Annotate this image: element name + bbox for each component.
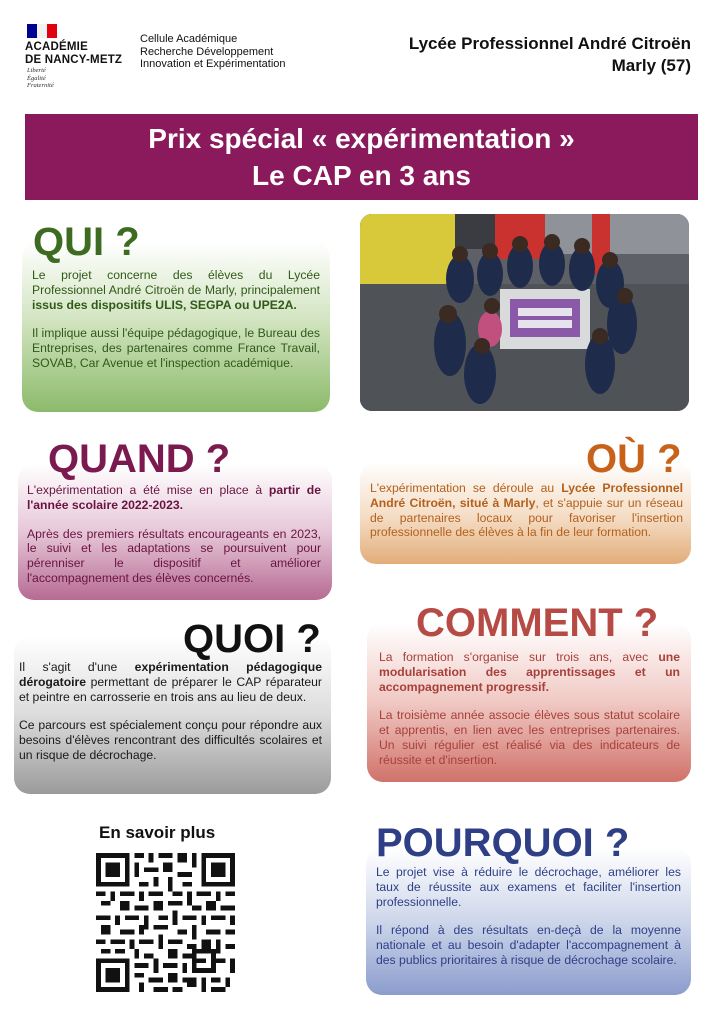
ou-text-p1: L'expérimentation se déroule au	[370, 481, 562, 495]
quoi-text-p1-end: permettant de préparer le CAP réparateur et peintre en carrosserie en trois ans au lieu de deux.	[19, 674, 322, 704]
school-name-line1: Lycée Professionnel André Citroën	[408, 34, 691, 53]
quand-text-p2: Après des premiers résultats encourageants en 2023, le suivi et les adaptations se poursuivent pour pérenniser le dispositif et améliorer l'accompagnement des élèves concernés.	[27, 526, 321, 585]
quoi-text-p1-bold: expérimentation pédagogique dérogatoire	[19, 660, 322, 689]
ou-heading: OÙ ?	[586, 437, 682, 481]
academy-name: ACADÉMIE DE NANCY-METZ	[25, 41, 123, 66]
cardie-cell-name: Cellule Académique Recherche Développement Innovation et Expérimentation	[140, 33, 286, 70]
banner-title-line1: Prix spécial « expérimentation »	[148, 123, 575, 154]
republic-motto: Liberté Égalité Fraternité	[27, 67, 54, 89]
quoi-text-p1: Il s'agit d'une	[19, 660, 135, 674]
pourquoi-text-p2: Il répond à des résultats en-deçà de la moyenne nationale et au besoin d'adapter l'accompagnement à des publics prioritaires à risque de décrochage scolaire.	[376, 923, 681, 967]
qui-heading: QUI ?	[33, 220, 140, 264]
quand-text	[27, 483, 321, 586]
quand-text-p1-bold: partir de l'année scolaire 2022-2023.	[27, 483, 322, 512]
quand-heading: QUAND ?	[48, 437, 231, 481]
pourquoi-heading: POURQUOI ?	[376, 821, 630, 865]
students-photo-illustration	[360, 214, 689, 411]
school-name-line2: Marly (57)	[611, 56, 691, 75]
banner-title-line2: Le CAP en 3 ans	[252, 160, 471, 191]
ou-text-p1-end: , et s'appuie sur un réseau de partenaires locaux pour favoriser l'insertion professionnelle des élèves à la fin de leur formation.	[370, 495, 683, 540]
qui-text-p2: Il implique aussi l'équipe pédagogique, le Bureau des Entreprises, des partenaires comme France Travail, SOVAB, Car Avenue et l'inspection académique.	[32, 326, 320, 370]
comment-text-p1-bold: une modularisation des apprentissages et un accompagnement progressif.	[379, 650, 680, 694]
quoi-text-p2: Ce parcours est spécialement conçu pour répondre aux besoins d'élèves rencontrant des difficultés scolaires et un risque de décrochage.	[19, 718, 322, 762]
title-banner	[25, 114, 698, 200]
quand-text-p1: L'expérimentation a été mise en place à	[27, 483, 269, 497]
qr-code[interactable]	[96, 853, 235, 992]
qui-text-p1-bold: issus des dispositifs ULIS, SEGPA ou UPE2A.	[32, 297, 297, 312]
quoi-heading: QUOI ?	[183, 617, 321, 661]
comment-text-p1: La formation s'organise sur trois ans, avec	[379, 650, 659, 664]
comment-heading: COMMENT ?	[416, 601, 659, 645]
quoi-text	[19, 660, 322, 763]
qui-text-p1: Le projet concerne des élèves du Lycée Professionnel André Citroën de Marly, principalement	[32, 268, 320, 297]
school-name	[409, 33, 691, 77]
pourquoi-text	[376, 865, 681, 968]
qui-text	[32, 268, 320, 371]
ou-text-p1-bold: Lycée Professionnel André Citroën, situé à Marly	[370, 481, 683, 510]
republique-flag-logo	[27, 24, 57, 38]
ou-text	[370, 481, 683, 540]
qr-code-image	[96, 853, 235, 992]
comment-text	[379, 650, 680, 768]
students-photo	[360, 214, 689, 411]
more-info-label: En savoir plus	[99, 823, 216, 842]
pourquoi-text-p1: Le projet vise à réduire le décrochage, améliorer les taux de réussite aux examens et faciliter l'insertion professionnelle.	[376, 865, 681, 909]
comment-text-p2: La troisième année associe élèves sous statut scolaire et apprentis, en lien avec les entreprises partenaires. Un suivi régulier est réalisé via des indicateurs de réussite et d'insertion.	[379, 708, 680, 767]
